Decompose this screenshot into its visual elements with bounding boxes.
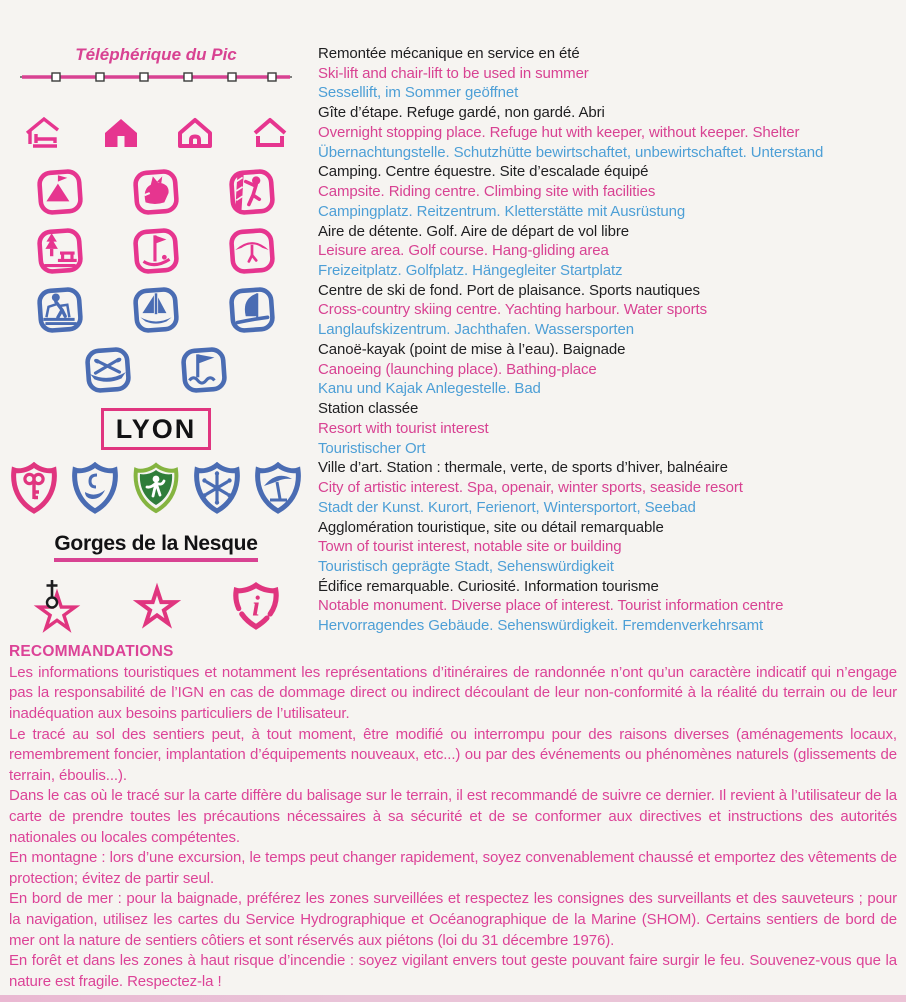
legend-text-de: Campingplatz. Reitzentrum. Kletterstätte mit Ausrüstung xyxy=(318,202,686,220)
leisure-area-tree-icon xyxy=(36,227,84,275)
climbing-site-icon xyxy=(228,168,276,216)
legend-text-de: Langlaufskizentrum. Jachthafen. Wassersporten xyxy=(318,321,634,339)
green-resort-shield-icon xyxy=(130,462,182,514)
bathing-place-flag-icon xyxy=(180,346,228,394)
legend-text-en: City of artistic interest. Spa, openair, winter sports, seaside resort xyxy=(318,479,743,497)
recommendations-paragraph: Le tracé au sol des sentiers peut, à tout moment, être modifié ou interrompu pour des raisons diverses (aménagements locaux, remembrement foncier, implantation d’équipements nouveaux, etc...) ou par des événements ou phénomènes naturels (glissements de terrain, éboulis...). xyxy=(9,725,897,784)
windsurfer-icon xyxy=(228,286,276,334)
recommendations-paragraph: Les informations touristiques et notamment les représentations d’itinéraires de randonnée n’ont qu’un caractère indicatif qui n’engage pas la responsabilité de l’IGN en cas de dommage direct ou indirect découlant de leur non-conformité à la réalité du terrain ou de leur inadéquation aux besoins particuliers de l’utilisateur. xyxy=(9,663,897,723)
legend-text-fr: Ville d’art. Station : thermale, verte, de sports d’hiver, balnéaire xyxy=(318,459,728,477)
legend-text-fr: Remontée mécanique en service en été xyxy=(318,45,580,63)
recommendations-paragraph: En montagne : lors d’une excursion, le temps peut changer rapidement, soyez convenablement chaussé et emportez des vêtements de protection; évitez de partir seul. xyxy=(9,849,897,887)
legend-text-en: Campsite. Riding centre. Climbing site with facilities xyxy=(318,183,656,201)
shelter-house-icon xyxy=(250,115,290,151)
page-edge-strip xyxy=(0,995,906,1002)
seaside-umbrella-shield-icon xyxy=(252,462,304,514)
legend-text-fr: Gîte d’étape. Refuge gardé, non gardé. Abri xyxy=(318,104,605,122)
legend-text-en: Cross-country skiing centre. Yachting harbour. Water sports xyxy=(318,301,707,319)
legend-text-en: Town of tourist interest, notable site or building xyxy=(318,538,622,556)
recommendations-paragraph: En forêt et dans les zones à haut risque d’incendie : soyez vigilant envers tout geste pouvant faire surgir le feu. Souvenez-vous que la nature est fragile. Respectez-la ! xyxy=(9,952,897,990)
recommendations-paragraph: Dans le cas où le tracé sur la carte diffère du balisage sur le terrain, il est recommandé de suivre ce dernier. Il revient à l’utilisateur de la carte de prendre toutes les précautions nécessaires à sa sécurité et de se conformer aux directives et instructions des autorités nationales ou locales compétentes. xyxy=(9,787,897,846)
legend-row-watersports xyxy=(0,281,906,340)
legend-text-fr: Aire de détente. Golf. Aire de départ de vol libre xyxy=(318,222,630,240)
recommendations-paragraph: En bord de mer : pour la baignade, préférez les zones surveillées et respectez les consignes des surveillants et des sauveteurs ; pour la navigation, utilisez les cartes du Service Hydrographique et Océanographique de la Marine (SHOM). Certains sentiers de bord de mer ont la nature de sentiers côtiers et sont réservés aux piétons (loi du 31 décembre 1976). xyxy=(9,890,897,949)
cableway-sample xyxy=(0,35,312,94)
cross-country-skier-icon xyxy=(36,286,84,334)
canoe-kayak-icon xyxy=(84,346,132,394)
gite-etape-house-icon xyxy=(22,115,66,151)
legend-text-de: Stadt der Kunst. Kurort, Ferienort, Wintersportort, Seebad xyxy=(318,498,696,516)
legend-text-en: Leisure area. Golf course. Hang-gliding area xyxy=(318,242,609,260)
cableway-name-label: Téléphérique du Pic xyxy=(75,44,237,64)
recommendations-section xyxy=(0,636,906,993)
legend-row-camping xyxy=(0,162,906,221)
legend-row-cableway xyxy=(0,44,906,103)
legend-text-fr: Canoë-kayak (point de mise à l’eau). Baignade xyxy=(318,340,626,358)
legend-text-en: Notable monument. Diverse place of interest. Tourist information centre xyxy=(318,597,784,615)
legend-row-town xyxy=(0,518,906,577)
spa-resort-shield-icon xyxy=(69,462,121,514)
refuge-with-keeper-house-icon xyxy=(101,115,141,151)
legend-text-de: Übernachtungstelle. Schutzhütte bewirtschaftet, unbewirtschaftet. Unterstand xyxy=(318,143,824,161)
underlined-town-name: Gorges de la Nesque xyxy=(54,532,257,562)
art-city-key-shield-icon xyxy=(8,462,60,514)
legend-text-en: Ski-lift and chair-lift to be used in summer xyxy=(318,64,589,82)
legend-text-en: Overnight stopping place. Refuge hut with keeper, without keeper. Shelter xyxy=(318,123,800,141)
legend-text-en: Resort with tourist interest xyxy=(318,419,489,437)
legend-row-resort xyxy=(0,399,906,458)
legend-text-de: Sessellift, im Sommer geöffnet xyxy=(318,84,519,102)
refuge-without-keeper-house-icon xyxy=(175,115,215,151)
legend-text-de: Touristisch geprägte Stadt, Sehenswürdigkeit xyxy=(318,557,614,575)
legend-row-canoe-bathing xyxy=(0,340,906,399)
sailboat-icon xyxy=(132,286,180,334)
legend-text-fr: Station classée xyxy=(318,400,419,418)
legend-text-fr: Centre de ski de fond. Port de plaisance. Sports nautiques xyxy=(318,281,700,299)
hang-glider-icon xyxy=(228,227,276,275)
legend-text-de: Kanu und Kajak Anlegestelle. Bad xyxy=(318,380,541,398)
svg-text:i: i xyxy=(252,591,260,623)
legend-text-fr: Camping. Centre équestre. Site d’escalade équipé xyxy=(318,163,649,181)
cableway-line-icon xyxy=(20,69,292,85)
legend-text-en: Canoeing (launching place). Bathing-place xyxy=(318,360,597,378)
recommendations-title: RECOMMANDATIONS xyxy=(9,642,174,660)
legend-text-fr: Agglomération touristique, site ou détail remarquable xyxy=(318,518,664,536)
campsite-tent-icon xyxy=(36,168,84,216)
golf-flag-icon xyxy=(132,227,180,275)
legend-text-de: Freizeitplatz. Golfplatz. Hängegleiter Startplatz xyxy=(318,262,623,279)
riding-centre-horse-icon xyxy=(132,168,180,216)
legend-text-fr: Édifice remarquable. Curiosité. Information tourisme xyxy=(318,577,659,595)
legend-text-de: Touristischer Ort xyxy=(318,439,426,457)
legend-text-de: Hervorragendes Gebäude. Sehenswürdigkeit. Fremdenverkehrsamt xyxy=(318,617,764,635)
tourist-information-icon xyxy=(230,580,282,632)
legend-row-shields xyxy=(0,458,906,517)
legend-row-monuments xyxy=(0,577,906,636)
place-of-interest-star-icon xyxy=(133,580,181,632)
classified-resort-name-box: LYON xyxy=(101,408,212,450)
winter-sports-snowflake-shield-icon xyxy=(191,462,243,514)
legend-row-leisure xyxy=(0,222,906,281)
notable-monument-star-icon xyxy=(30,577,84,635)
legend-row-accommodation xyxy=(0,103,906,162)
